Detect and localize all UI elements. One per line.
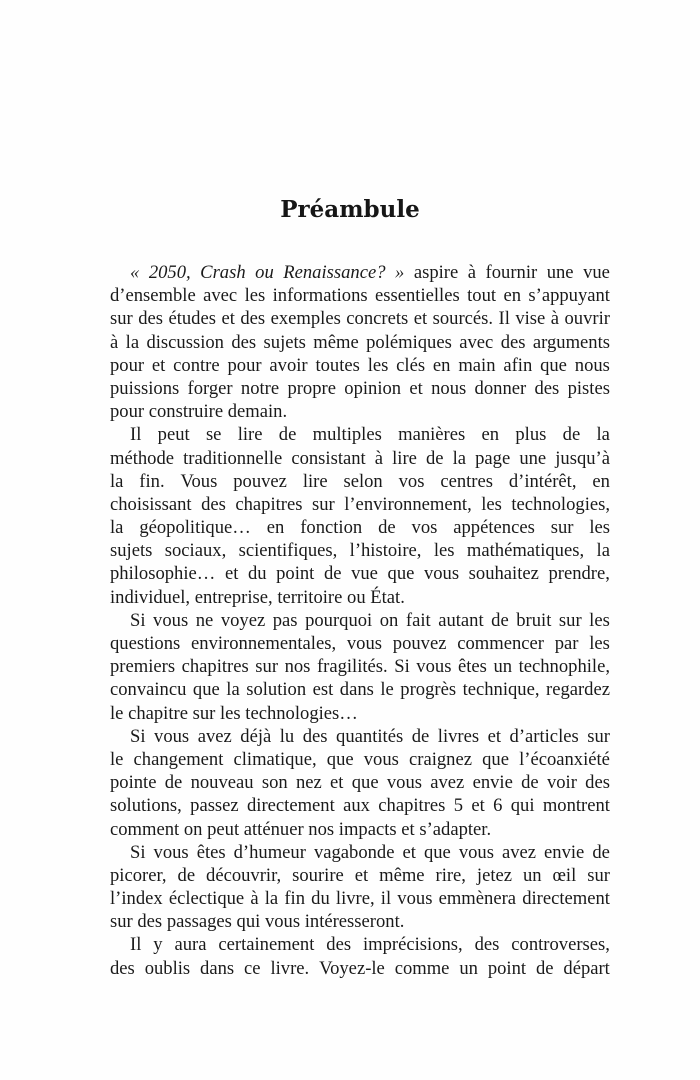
- body-text: [110, 261, 610, 980]
- chapter-title: Préambule: [280, 196, 420, 223]
- text-line: solutions, passez directement aux chapitres 5 et 6 qui montrent: [110, 795, 610, 817]
- text-line: comment on peut atténuer nos impacts et s’adapter.: [110, 818, 492, 840]
- text-line: Si vous ne voyez pas pourquoi on fait autant de bruit sur les: [130, 609, 610, 631]
- text-line: l’index éclectique à la fin du livre, il vous emmènera directement: [110, 888, 610, 910]
- paragraph: [110, 609, 610, 725]
- text-line: le changement climatique, que vous craignez que l’écoanxiété: [110, 748, 610, 770]
- text-line: sujets sociaux, scientifiques, l’histoire, les mathématiques, la: [110, 540, 610, 562]
- text-line: la fin. Vous pouvez lire selon vos centres d’intérêt, en: [110, 470, 610, 492]
- text-line: Si vous êtes d’humeur vagabonde et que vous avez envie de: [130, 841, 610, 863]
- paragraph: [110, 725, 610, 841]
- text-line: Il y aura certainement des imprécisions, des controverses,: [130, 934, 610, 956]
- paragraph: [110, 841, 610, 934]
- text-line: convaincu que la solution est dans le progrès technique, regardez: [110, 679, 610, 701]
- text-line: pour construire demain.: [110, 401, 288, 423]
- paragraph: [110, 933, 610, 979]
- text-line: sur des passages qui vous intéresseront.: [110, 911, 405, 933]
- text-line: le chapitre sur les technologies…: [110, 702, 358, 724]
- text-line: philosophie… et du point de vue que vous souhaitez prendre,: [110, 563, 610, 585]
- text-line: sur des études et des exemples concrets et sourcés. Il vise à ouvrir: [110, 308, 610, 330]
- paragraph: [110, 423, 610, 609]
- text-line: premiers chapitres sur nos fragilités. Si vous êtes un technophile,: [110, 656, 610, 678]
- text-line: picorer, de découvrir, sourire et même rire, jetez un œil sur: [110, 864, 610, 886]
- paragraph: [110, 261, 610, 423]
- text-line: Si vous avez déjà lu des quantités de livres et d’articles sur: [130, 725, 610, 747]
- text-line: questions environnementales, vous pouvez commencer par les: [110, 633, 610, 654]
- text-line: Il peut se lire de multiples manières en plus de la: [130, 424, 610, 446]
- text-line: « 2050, Crash ou Renaissance? » aspire à fournir une vue: [130, 262, 610, 283]
- text-line: pointe de nouveau son nez et que vous avez envie de voir des: [110, 772, 610, 794]
- text-line: individuel, entreprise, territoire ou État.: [110, 586, 405, 608]
- text-line: méthode traditionnelle consistant à lire de la page une jusqu’à: [110, 447, 610, 469]
- text-line: pour et contre pour avoir toutes les clés en main afin que nous: [110, 354, 610, 376]
- text-line: des oublis dans ce livre. Voyez-le comme un point de départ: [110, 957, 610, 979]
- text-line: d’ensemble avec les informations essentielles tout en s’appuyant: [110, 285, 610, 307]
- text-line: puissions forger notre propre opinion et nous donner des pistes: [110, 377, 610, 399]
- text-line: choisissant des chapitres sur l’environnement, les technologies,: [110, 493, 610, 515]
- text-line: à la discussion des sujets même polémiques avec des arguments: [110, 331, 610, 353]
- text-line: la géopolitique… en fonction de vos appétences sur les: [110, 517, 610, 539]
